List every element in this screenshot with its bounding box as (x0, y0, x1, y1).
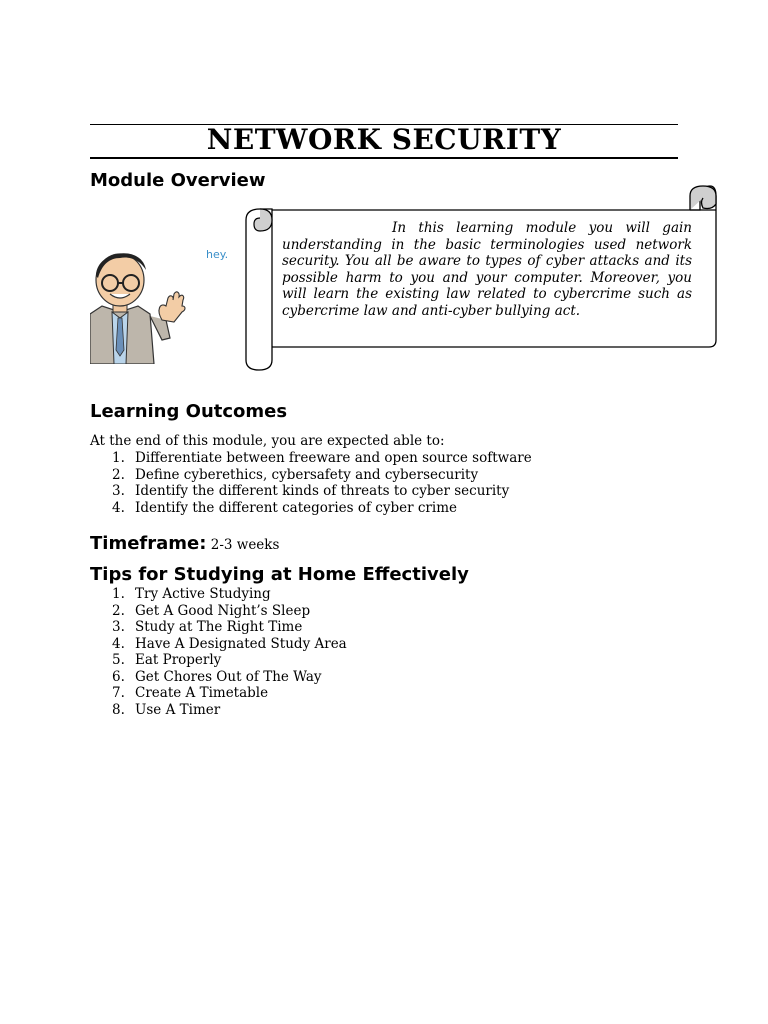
timeframe-value: 2-3 weeks (206, 537, 280, 553)
speech-bubble-text: hey. (206, 248, 229, 261)
list-item (112, 669, 347, 686)
list-item (112, 652, 347, 669)
page-title: NETWORK SECURITY (206, 123, 562, 156)
list-item-number: 1. (112, 450, 125, 466)
list-item-text: Try Active Studying (135, 586, 271, 602)
list-item-text: Eat Properly (135, 652, 222, 668)
list-item-number: 2. (112, 602, 125, 619)
list-item-number: 3. (112, 483, 125, 499)
list-item-number: 4. (112, 635, 125, 652)
list-item-text: Identify the different categories of cyber crime (135, 499, 457, 516)
module-overview-text: In this learning module you will gain understanding in the basic terminologies used network security. You all be aware to types of cyber attacks and its possible harm to you and your computer. Moreover, you will learn the existing law related to cybercrime such as cybercrime law and anti-cyber bullying act. (282, 220, 692, 319)
learning-outcomes-intro: At the end of this module, you are expected able to: (90, 433, 445, 449)
list-item-text: Define cyberethics, cybersafety and cybersecurity (135, 466, 479, 483)
list-item (112, 467, 532, 484)
list-item (112, 685, 347, 702)
list-item-text: Get A Good Night’s Sleep (135, 602, 311, 619)
list-item-text: Get Chores Out of The Way (135, 668, 322, 685)
timeframe-label: Timeframe: (90, 533, 207, 554)
list-item (112, 450, 532, 467)
list-item (112, 619, 347, 636)
list-item-number: 6. (112, 668, 125, 685)
list-item-text: Create A Timetable (135, 685, 269, 701)
list-item (112, 500, 532, 517)
list-item-text: Study at The Right Time (135, 619, 303, 635)
learning-outcomes-list (112, 450, 532, 516)
list-item-text: Identify the different kinds of threats to cyber security (135, 483, 510, 499)
list-item-number: 7. (112, 685, 125, 701)
list-item-text: Have A Designated Study Area (135, 635, 347, 652)
list-item-number: 4. (112, 499, 125, 516)
list-item-text: Use A Timer (135, 701, 221, 718)
timeframe (90, 533, 279, 554)
list-item (112, 603, 347, 620)
list-item (112, 636, 347, 653)
learning-outcomes-heading: Learning Outcomes (90, 401, 288, 422)
list-item-number: 8. (112, 701, 125, 718)
list-item (112, 702, 347, 719)
list-item-number: 5. (112, 652, 125, 668)
list-item (112, 483, 532, 500)
list-item-text: Differentiate between freeware and open source software (135, 450, 532, 466)
tips-heading: Tips for Studying at Home Effectively (90, 564, 469, 585)
list-item (112, 586, 347, 603)
list-item-number: 2. (112, 466, 125, 483)
scroll-banner (0, 0, 768, 400)
tips-list (112, 586, 347, 718)
list-item-number: 3. (112, 619, 125, 635)
list-item-number: 1. (112, 586, 125, 602)
module-overview-heading: Module Overview (90, 170, 266, 191)
